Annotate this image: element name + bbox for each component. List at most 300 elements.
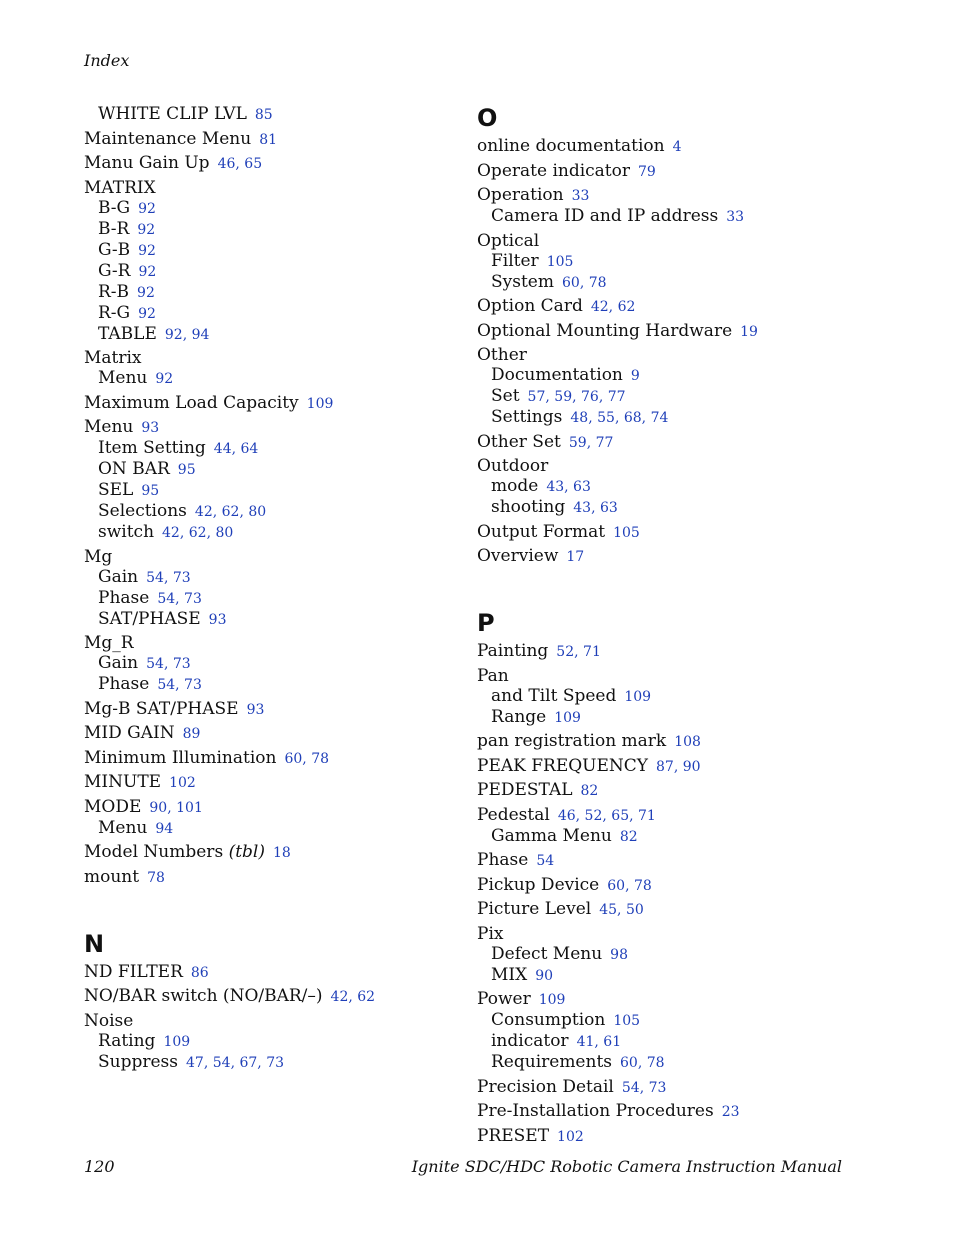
page-refs	[146, 570, 191, 586]
index-entry	[84, 723, 474, 744]
page-link[interactable]: 90	[149, 799, 168, 816]
page-link[interactable]: 23	[721, 1104, 740, 1120]
index-term: MATRIX	[84, 177, 156, 198]
page-link[interactable]: 46	[217, 156, 236, 172]
index-term: mount	[84, 866, 140, 887]
index-entry	[84, 867, 474, 888]
index-term: Set	[491, 386, 520, 406]
index-term: shooting	[491, 497, 566, 517]
index-term: PEAK FREQUENCY	[477, 755, 649, 776]
page-refs	[149, 800, 202, 816]
page-link[interactable]: 43	[573, 500, 592, 516]
page-link[interactable]: 33	[571, 188, 590, 204]
page-link[interactable]: 102	[169, 775, 196, 791]
index-term: Pix	[477, 923, 504, 944]
index-entry	[477, 731, 867, 752]
page-separator: ,	[545, 389, 555, 405]
page-number: 120	[84, 1157, 115, 1176]
index-term: SAT/PHASE	[98, 608, 201, 629]
page-link[interactable]: 55	[597, 410, 615, 426]
index-entry	[477, 432, 867, 453]
page-refs	[169, 775, 196, 791]
page-refs	[607, 878, 652, 894]
index-term: Phase	[98, 674, 150, 694]
page-link[interactable]: 65	[611, 807, 630, 824]
index-term: Operation	[477, 185, 564, 205]
index-term: Phase	[477, 850, 529, 870]
page-link[interactable]: 42	[330, 989, 349, 1005]
page-separator: ,	[614, 410, 624, 426]
page-link[interactable]: 89	[182, 726, 201, 742]
index-term: R-B	[98, 281, 130, 302]
page-link[interactable]: 94	[155, 820, 174, 837]
page-link[interactable]: 87	[656, 758, 674, 775]
page-separator: ,	[167, 799, 177, 816]
page-link[interactable]: 92	[164, 326, 183, 343]
index-subentry	[477, 707, 867, 728]
page-refs	[547, 254, 574, 270]
section-gap	[84, 888, 474, 930]
page-link[interactable]: 77	[607, 389, 626, 405]
page-separator: ,	[673, 758, 683, 775]
index-term: online documentation	[477, 136, 665, 156]
page-refs	[554, 710, 581, 726]
index-subentry	[477, 497, 867, 518]
index-entry	[477, 666, 867, 686]
index-entry	[84, 348, 474, 368]
page-separator: ,	[239, 504, 249, 520]
page-link[interactable]: 98	[610, 946, 628, 963]
index-term: Range	[491, 706, 547, 727]
page-separator: ,	[579, 274, 589, 291]
page-link[interactable]: 54	[146, 569, 164, 586]
index-term: Settings	[491, 407, 563, 427]
page-link[interactable]: 59	[554, 389, 573, 405]
index-term: Documentation	[491, 365, 623, 385]
index-term: MINUTE	[84, 772, 162, 792]
page-refs	[155, 371, 173, 387]
page-refs	[191, 965, 209, 981]
page-refs	[247, 702, 265, 718]
index-entry	[477, 1101, 867, 1122]
page-link[interactable]: 77	[595, 434, 614, 451]
index-term: Matrix	[84, 348, 142, 368]
index-term: Gain	[98, 653, 139, 673]
index-term: and Tilt Speed	[491, 685, 617, 706]
page-refs	[562, 275, 607, 291]
page-separator: ,	[302, 750, 312, 767]
page-link[interactable]: 92	[137, 284, 155, 301]
index-subentry	[84, 368, 474, 389]
index-subentry	[84, 324, 474, 345]
index-term: Option Card	[477, 296, 583, 316]
page-link[interactable]: 92	[138, 200, 156, 217]
index-term: Menu	[98, 368, 148, 388]
page-link[interactable]: 50	[625, 902, 644, 918]
page-link[interactable]: 45	[599, 902, 618, 918]
index-subentry	[477, 365, 867, 386]
page-separator: ,	[175, 590, 185, 607]
index-entry	[84, 986, 474, 1007]
index-term: Outdoor	[477, 456, 549, 476]
page-separator: ,	[629, 807, 639, 824]
page-link[interactable]: 73	[648, 1079, 667, 1096]
index-term: B-G	[98, 197, 131, 218]
index-term: Minimum Illumination	[84, 747, 277, 768]
index-subentry	[477, 686, 867, 707]
page-refs	[557, 1129, 584, 1145]
page-refs	[284, 751, 329, 767]
index-subentry	[84, 282, 474, 303]
page-link[interactable]: 92	[155, 371, 174, 387]
page-link[interactable]: 47	[186, 1054, 204, 1071]
page-link[interactable]: 109	[163, 1033, 191, 1050]
page-link[interactable]: 62	[617, 299, 636, 315]
page-link[interactable]: 57	[527, 389, 546, 405]
index-term: B-R	[98, 218, 130, 239]
page-link[interactable]: 18	[273, 845, 291, 861]
page-link[interactable]: 60	[284, 750, 303, 767]
index-subentry	[84, 480, 474, 501]
index-term: Menu	[98, 817, 148, 838]
page-link[interactable]: 81	[259, 131, 278, 148]
index-term: Power	[477, 989, 531, 1009]
index-term: NO/BAR switch (NO/BAR/–)	[84, 986, 323, 1006]
page-separator: ,	[594, 1034, 604, 1050]
index-entry	[477, 989, 867, 1010]
page-link[interactable]: 54	[146, 656, 164, 672]
page-separator: ,	[231, 441, 241, 457]
page-refs	[673, 139, 682, 155]
page-refs	[577, 1034, 622, 1050]
page-link[interactable]: 76	[581, 389, 599, 405]
page-refs	[157, 677, 202, 693]
page-link[interactable]: 63	[573, 479, 591, 495]
index-entry	[477, 161, 867, 182]
page-link[interactable]: 85	[254, 107, 273, 123]
index-term: MIX	[491, 964, 528, 985]
page-separator: ,	[641, 410, 651, 426]
index-entry	[477, 924, 867, 944]
index-term: Maximum Load Capacity	[84, 392, 299, 413]
page-link[interactable]: 65	[244, 156, 263, 172]
page-link[interactable]: 62	[188, 525, 207, 541]
page-link[interactable]: 41	[576, 1034, 595, 1050]
page-separator: ,	[182, 326, 192, 343]
index-subentry	[477, 206, 867, 227]
page-link[interactable]: 61	[603, 1034, 622, 1050]
page-link[interactable]: 109	[624, 688, 652, 705]
page-link[interactable]: 78	[588, 274, 607, 291]
page-link[interactable]: 73	[184, 677, 202, 693]
page-link[interactable]: 82	[619, 828, 638, 845]
page-refs	[570, 410, 668, 426]
page-refs	[218, 156, 263, 172]
page-refs	[722, 1104, 740, 1120]
page-link[interactable]: 17	[566, 549, 585, 565]
page-link[interactable]: 109	[306, 395, 334, 412]
page-separator: ,	[348, 989, 358, 1005]
page-link[interactable]: 54	[621, 1079, 640, 1096]
index-term: Pickup Device	[477, 874, 600, 895]
index-column-left	[84, 104, 474, 1073]
page-link[interactable]: 79	[638, 163, 656, 180]
page-link[interactable]: 60	[607, 877, 626, 894]
page-link[interactable]: 73	[172, 656, 191, 672]
page-link[interactable]: 109	[538, 992, 566, 1008]
page-link[interactable]: 94	[191, 326, 210, 343]
index-term: Selections	[98, 501, 187, 521]
page-link[interactable]: 108	[674, 734, 701, 750]
index-subentry	[84, 219, 474, 240]
index-term: Rating	[98, 1030, 156, 1051]
section-letter: P	[477, 609, 495, 637]
page-link[interactable]: 9	[630, 368, 640, 384]
page-link[interactable]: 42	[590, 299, 609, 315]
page-refs	[535, 968, 553, 984]
index-term: System	[491, 271, 554, 292]
index-entry	[477, 780, 867, 801]
page-link[interactable]: 78	[646, 1055, 665, 1071]
index-term: R-G	[98, 302, 131, 323]
page-link[interactable]: 80	[215, 525, 234, 541]
index-entry	[84, 393, 474, 414]
index-subentry	[84, 1031, 474, 1052]
index-term: SEL	[98, 480, 134, 500]
page-link[interactable]: 68	[623, 410, 642, 426]
page-refs	[572, 188, 590, 204]
page-link[interactable]: 63	[599, 500, 618, 516]
page-refs	[558, 808, 656, 824]
page-link[interactable]: 46	[557, 807, 576, 824]
page-link[interactable]: 73	[184, 590, 202, 607]
page-link[interactable]: 105	[613, 524, 640, 541]
page-refs	[138, 243, 156, 259]
section-gap	[477, 567, 867, 609]
page-link[interactable]: 101	[176, 799, 203, 816]
index-term: Mg	[84, 546, 113, 567]
index-entry	[477, 546, 867, 567]
index-term: Requirements	[491, 1052, 613, 1072]
page-separator: ,	[591, 500, 600, 516]
page-refs	[147, 870, 165, 886]
page-refs	[141, 420, 159, 436]
index-subentry	[477, 386, 867, 407]
page-link[interactable]: 95	[141, 483, 160, 499]
manual-title: Ignite SDC/HDC Robotic Camera Instruction Manual	[411, 1157, 842, 1176]
index-entry	[84, 842, 474, 863]
page-separator: ,	[203, 1054, 213, 1071]
index-term: Suppress	[98, 1051, 178, 1072]
index-term: Gamma Menu	[491, 825, 612, 846]
index-entry	[477, 321, 867, 342]
page-link[interactable]: 109	[554, 709, 581, 726]
page-link[interactable]: 92	[138, 242, 156, 259]
page-link[interactable]: 52	[556, 644, 575, 660]
page-separator: ,	[602, 807, 612, 824]
page-link[interactable]: 62	[357, 989, 376, 1005]
index-term: indicator	[491, 1031, 569, 1051]
index-term: Optical	[477, 230, 540, 251]
page-refs	[214, 441, 259, 457]
page-link[interactable]: 92	[138, 263, 157, 280]
page-link[interactable]: 62	[221, 504, 240, 520]
page-link[interactable]: 78	[633, 877, 652, 894]
page-link[interactable]: 86	[190, 964, 209, 981]
index-subentry	[84, 438, 474, 459]
page-link[interactable]: 90	[535, 967, 554, 984]
page-link[interactable]: 73	[172, 569, 191, 586]
index-term: Picture Level	[477, 899, 592, 919]
index-subentry	[84, 501, 474, 522]
page-refs	[536, 853, 554, 869]
index-subentry	[84, 104, 474, 125]
index-entry	[477, 1077, 867, 1098]
page-refs	[138, 264, 156, 280]
page-link[interactable]: 78	[147, 869, 165, 886]
page-refs	[638, 164, 656, 180]
page-refs	[165, 327, 210, 343]
index-term: switch	[98, 522, 155, 542]
page-refs	[138, 201, 156, 217]
page-link[interactable]: 52	[584, 807, 603, 824]
page-separator: ,	[257, 1054, 267, 1071]
page-separator: ,	[206, 525, 216, 541]
page-separator: ,	[588, 410, 598, 426]
page-link[interactable]: 73	[266, 1054, 285, 1071]
page-separator: ,	[625, 877, 634, 894]
index-term: Other Set	[477, 431, 561, 452]
index-subentry	[84, 1052, 474, 1073]
page-link[interactable]: 92	[138, 305, 156, 322]
page-link[interactable]: 78	[311, 750, 330, 767]
index-entry	[84, 699, 474, 720]
index-entry	[477, 136, 867, 157]
index-term: Pre-Installation Procedures	[477, 1101, 714, 1121]
page-link[interactable]: 54	[157, 677, 176, 693]
index-term: Overview	[477, 546, 559, 566]
index-subentry	[477, 944, 867, 965]
page-refs	[209, 612, 227, 628]
page-separator: ,	[212, 504, 222, 520]
index-entry	[84, 153, 474, 174]
index-term: Noise	[84, 1010, 134, 1031]
index-entry	[84, 962, 474, 983]
page-separator: ,	[163, 569, 173, 586]
page-link[interactable]: 71	[638, 807, 656, 824]
index-term: Menu	[84, 417, 134, 437]
page-link[interactable]: 42	[162, 525, 180, 541]
index-subentry	[477, 251, 867, 272]
index-entry	[477, 875, 867, 896]
page-link[interactable]: 105	[546, 253, 574, 270]
page-link[interactable]: 54	[536, 853, 555, 869]
page-link[interactable]: 93	[208, 611, 227, 628]
page-refs	[620, 1055, 665, 1071]
page-link[interactable]: 82	[580, 783, 599, 799]
page-separator: ,	[639, 1079, 649, 1096]
index-term: Mg-B SAT/PHASE	[84, 698, 239, 719]
index-term: PRESET	[477, 1125, 550, 1146]
index-entry	[477, 185, 867, 206]
page-refs	[137, 285, 155, 301]
page-link[interactable]: 60	[562, 274, 580, 291]
index-entry	[477, 231, 867, 251]
page-refs	[539, 992, 566, 1008]
index-entry	[84, 772, 474, 793]
index-entry	[477, 756, 867, 777]
index-entry	[477, 345, 867, 365]
page-refs	[631, 368, 640, 384]
page-link[interactable]: 105	[613, 1013, 641, 1029]
page-link[interactable]: 95	[177, 462, 196, 478]
index-subentry	[84, 653, 474, 674]
index-term: Item Setting	[98, 438, 206, 458]
page-refs	[157, 591, 202, 607]
page-link[interactable]: 93	[246, 701, 265, 718]
page-link[interactable]: 93	[141, 420, 160, 436]
page-link[interactable]: 74	[650, 410, 669, 426]
index-entry	[84, 417, 474, 438]
index-subentry	[84, 818, 474, 839]
page-refs	[307, 396, 334, 412]
index-subentry	[477, 965, 867, 986]
page-link[interactable]: 33	[726, 209, 745, 225]
index-term: Other	[477, 345, 527, 365]
page-link[interactable]: 48	[570, 410, 589, 426]
page-refs	[146, 656, 191, 672]
page-link[interactable]: 80	[248, 504, 267, 520]
page-link[interactable]: 67	[239, 1054, 258, 1071]
page-link[interactable]: 60	[620, 1055, 638, 1071]
page-link[interactable]: 90	[682, 758, 701, 775]
page-separator: ,	[586, 434, 596, 451]
page-refs	[273, 845, 291, 861]
page-separator: ,	[574, 644, 584, 660]
page-link[interactable]: 4	[672, 139, 682, 155]
page-link[interactable]: 54	[157, 590, 176, 607]
page-link[interactable]: 42	[194, 504, 213, 520]
page-link[interactable]: 43	[546, 479, 565, 495]
page-link[interactable]: 92	[137, 221, 156, 238]
index-term: Operate indicator	[477, 160, 630, 181]
index-subentry	[84, 261, 474, 282]
page-link[interactable]: 19	[740, 323, 758, 340]
section-letter: N	[84, 929, 105, 958]
index-term: Consumption	[491, 1010, 606, 1030]
page-link[interactable]: 102	[557, 1128, 584, 1145]
page-refs	[624, 689, 651, 705]
index-term: MODE	[84, 796, 142, 817]
page-separator: ,	[572, 389, 582, 405]
index-term: G-B	[98, 239, 131, 260]
page-refs	[674, 734, 701, 750]
index-entry	[84, 547, 474, 567]
running-header: Index	[84, 51, 130, 70]
page-link[interactable]: 64	[240, 441, 259, 457]
index-entry	[477, 805, 867, 826]
page-link[interactable]: 54	[212, 1054, 231, 1071]
index-term: WHITE CLIP LVL	[98, 104, 247, 124]
page-link[interactable]: 44	[213, 441, 232, 457]
page-refs	[155, 821, 173, 837]
index-term: mode	[491, 476, 539, 496]
page-refs	[556, 644, 601, 660]
page-link[interactable]: 71	[583, 644, 601, 660]
index-term: Pan	[477, 665, 509, 686]
page-link[interactable]: 59	[568, 434, 587, 451]
index-term: Precision Detail	[477, 1076, 614, 1097]
